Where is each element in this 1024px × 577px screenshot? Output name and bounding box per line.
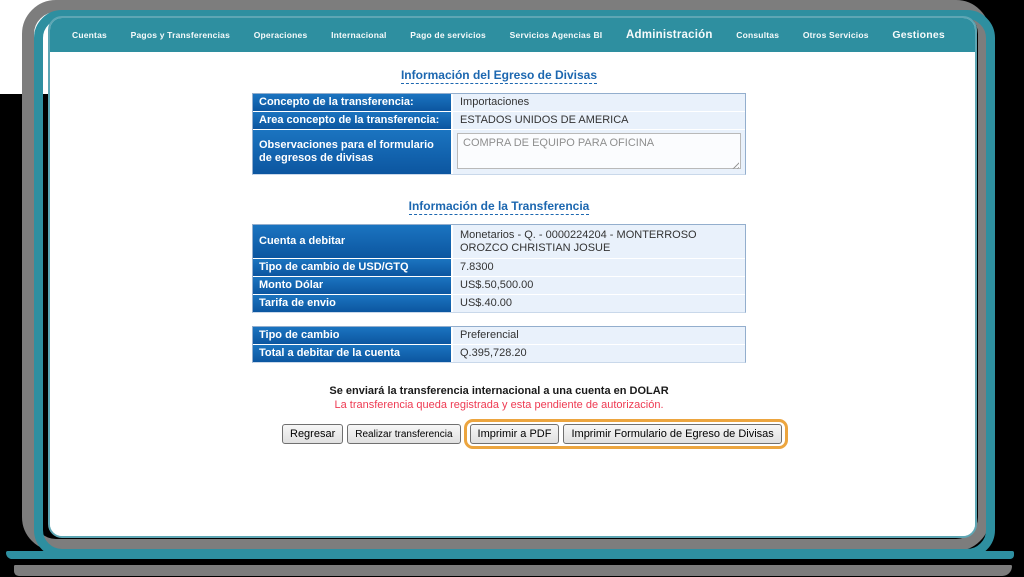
row-label-tarifa-envio: Tarifa de envio bbox=[253, 295, 453, 312]
warning-message: La transferencia queda registrada y esta pendiente de autorización. bbox=[334, 399, 664, 411]
imprimir-pdf-button[interactable]: Imprimir a PDF bbox=[470, 424, 560, 444]
transferencia-table bbox=[252, 224, 746, 313]
section-title-transferencia bbox=[252, 197, 746, 215]
main-navbar bbox=[50, 18, 975, 52]
table-row bbox=[253, 130, 745, 174]
nav-item-operaciones[interactable]: Operaciones bbox=[253, 30, 308, 40]
row-value-tarifa-envio: US$.40.00 bbox=[453, 295, 745, 312]
section-title-egreso bbox=[252, 66, 746, 84]
table-row bbox=[253, 94, 745, 112]
banking-window bbox=[48, 16, 977, 538]
row-value-area-concepto: ESTADOS UNIDOS DE AMERICA bbox=[453, 112, 745, 129]
egreso-title-text: Información del Egreso de Divisas bbox=[400, 68, 598, 82]
row-label-concepto: Concepto de la transferencia: bbox=[253, 94, 453, 111]
imprimir-formulario-button[interactable]: Imprimir Formulario de Egreso de Divisas bbox=[563, 424, 781, 444]
nav-item-servicios-agencias-bi[interactable]: Servicios Agencias BI bbox=[509, 30, 603, 40]
row-value-tipo-cambio: Preferencial bbox=[453, 327, 745, 344]
action-buttons-row bbox=[282, 419, 774, 449]
nav-item-gestiones[interactable]: Gestiones bbox=[892, 29, 945, 41]
row-label-area-concepto: Area concepto de la transferencia: bbox=[253, 112, 453, 129]
nav-item-internacional[interactable]: Internacional bbox=[331, 30, 387, 40]
table-row bbox=[253, 112, 745, 130]
observaciones-cell bbox=[453, 130, 745, 174]
row-label-monto-dolar: Monto Dólar bbox=[253, 277, 453, 294]
nav-item-pago-servicios[interactable]: Pago de servicios bbox=[410, 30, 486, 40]
table-row bbox=[253, 295, 745, 312]
row-label-observaciones: Observaciones para el formulario de egresos de divisas bbox=[253, 130, 453, 174]
frame-bottom-gray-bar bbox=[14, 565, 1012, 576]
table-row bbox=[253, 345, 745, 362]
regresar-button[interactable]: Regresar bbox=[282, 424, 343, 444]
row-label-total-debitar: Total a debitar de la cuenta bbox=[253, 345, 453, 362]
nav-item-otros-servicios[interactable]: Otros Servicios bbox=[802, 30, 869, 40]
row-label-cuenta-debitar: Cuenta a debitar bbox=[253, 225, 453, 258]
table-row bbox=[253, 225, 745, 259]
nav-item-administracion[interactable]: Administración bbox=[626, 29, 713, 41]
egreso-table bbox=[252, 93, 746, 175]
row-label-tipo-cambio: Tipo de cambio bbox=[253, 327, 453, 344]
nav-item-pagos-transferencias[interactable]: Pagos y Transferencias bbox=[130, 30, 230, 40]
row-value-monto-dolar: US$.50,500.00 bbox=[453, 277, 745, 294]
table-row bbox=[253, 277, 745, 295]
nav-item-cuentas[interactable]: Cuentas bbox=[72, 30, 107, 40]
totales-table bbox=[252, 326, 746, 363]
row-value-cuenta-debitar: Monetarios - Q. - 0000224204 - MONTERROSO OROZCO CHRISTIAN JOSUE bbox=[453, 225, 745, 258]
observaciones-textarea[interactable] bbox=[457, 133, 741, 169]
table-row bbox=[253, 259, 745, 277]
transferencia-title-text: Información de la Transferencia bbox=[408, 199, 590, 213]
table-row bbox=[253, 327, 745, 345]
row-value-tipo-cambio-usd: 7.8300 bbox=[453, 259, 745, 276]
row-value-concepto: Importaciones bbox=[453, 94, 745, 111]
nav-item-consultas[interactable]: Consultas bbox=[736, 30, 780, 40]
page-content bbox=[50, 52, 975, 536]
print-buttons-highlight bbox=[464, 419, 788, 449]
realizar-transferencia-button[interactable]: Realizar transferencia bbox=[347, 424, 460, 444]
row-value-total-debitar: Q.395,728.20 bbox=[453, 345, 745, 362]
info-message: Se enviará la transferencia internacional a una cuenta en DOLAR bbox=[329, 385, 669, 397]
row-label-tipo-cambio-usd: Tipo de cambio de USD/GTQ bbox=[253, 259, 453, 276]
